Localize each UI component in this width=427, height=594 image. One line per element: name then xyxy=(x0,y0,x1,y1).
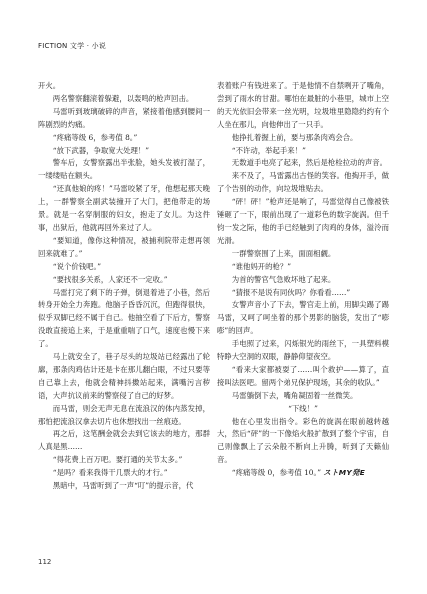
paragraph: 他挣扎着握上前，要与那条肉鸡会合。 xyxy=(231,132,358,142)
paragraph: 无数道手电亮了起来，然后是枪栓拉动的声音。 xyxy=(231,158,388,168)
paragraph: 女警声音小了下去，警官走上前，用脚尖踢了踢马雷，又呵了呵坐着的那个男影的脑袋，发出了“嘭嘭”的回声。 xyxy=(217,300,389,336)
section-header: FICTION 文学 · 小说 xyxy=(38,42,106,50)
paragraph: “猜报不是说有同伙吗？你看看……” xyxy=(231,287,351,297)
paragraph: “放下武器，争取宽大处理！” xyxy=(52,145,150,155)
paragraph: 黑暗中，马雷听到了一声“叮”的提示音，代 xyxy=(52,481,194,491)
final-paragraph xyxy=(217,467,389,480)
end-mark-logo: ストMY発E xyxy=(323,468,366,478)
paragraph: 来不及了，马雷露出古怪的笑容。他掏开手，做了个告别的动作，向垃圾堆贴去。 xyxy=(217,171,389,194)
paragraph: 表着账户有钱进来了。于是他情不自禁咧开了嘴角，尝到了雨水的甘甜。哪怕在最脏的小巷里，城市上空的天光依旧会带来一丝光明，垃圾堆里隐隐约约有个人坐在那儿，向他伸出了一只手。 xyxy=(217,81,389,129)
paragraph: “看来大家都被耍了……叫个救护——算了，直接叫法医吧。留两个弟兄保护现场，其余的收队。” xyxy=(217,364,389,387)
left-column xyxy=(38,80,210,493)
final-line-text: “疼痛等级 0，参考值 10。” xyxy=(231,468,321,478)
paragraph: 警车后，女警察露出半张脸，她头发被打湿了，一缕缕贴在额头。 xyxy=(38,158,210,181)
paragraph: “要知道，像你这种情况，被捕利院带走想再领回来就难了。” xyxy=(38,235,210,258)
paragraph: “是吗？看来我得干几票大的才行。” xyxy=(52,468,168,478)
paragraph: 开火。 xyxy=(38,81,61,90)
paragraph: “谁他妈开的枪？” xyxy=(231,261,292,271)
paragraph: “砰！砰！”枪声还是响了，马雷觉得自己像被铁锤砸了一下，眼前出现了一道彩色的数字旋涡。但千钧一发之际，他的手已经触到了肉鸡的身体，溢泠而光滑。 xyxy=(217,197,389,245)
paragraph: 马雷打完了剩下的子弹，倒退着进了小巷，然后转身开始全力奔跑。他脑子昏昏沉沉，但跑得很快，似乎双脚已经不属于自己。他抽空看了下后方，警察没敢直接追上来，于是重重喘了口气，速度也慢下来了。 xyxy=(38,287,210,349)
paragraph: “下线！” xyxy=(288,403,318,413)
paragraph: “说个价钱吧。” xyxy=(52,261,101,271)
paragraph: 为首的警官气急败坏地了起来。 xyxy=(231,274,336,284)
paragraph: 而马雷，则会无声无息在流浪汉的体内蒸发掉，那怕把流浪汉拿去切片也休想找出一丝痕迹。 xyxy=(38,403,210,426)
paragraph: “不许动，举起手来！” xyxy=(231,145,306,155)
paragraph: 手电照了过来，闪烁银光的雨丝下，一具塑料模特睁大空洞的双眼，静静仰望夜空。 xyxy=(217,339,389,362)
paragraph: 再之后，这笔酬金就会去到它该去的地方，那群人真是黑…… xyxy=(38,429,210,452)
paragraph: “得花费上百万吧。要打通的关节太多。” xyxy=(52,455,183,465)
paragraph: “疼痛等级 6，参考值 8。” xyxy=(52,132,138,142)
paragraph: 马雷听到玻璃破碎的声音，紧接着他感到腰间一阵剧烈的灼痛。 xyxy=(38,106,210,129)
paragraph: 马上就安全了，巷子尽头的垃圾站已经露出了轮廓，那条肉鸡估计还是卡在那儿翻白眼，不过只要等自己靠上去，他就会精神抖擞站起来，满嘴污言秽语，大声抗议前来的警察侵了自己的好梦。 xyxy=(38,352,210,400)
paragraph: 马雷躺倒下去，嘴角凝固着一丝微笑。 xyxy=(231,390,358,400)
paragraph: “还真他娘的疼！”马雷咬紧了牙，他想起那天晚上，一群警察全副武装撞开了大门，把他带走的场景。就是一名穿制服的妇女，抱走了女儿。为这件事，出狱后，他就再回外来过了人。 xyxy=(38,184,210,232)
paragraph: 一群警察围了上来，面面相觑。 xyxy=(231,248,336,258)
paragraph: “要找很多关系，人家还不一定收。” xyxy=(52,274,168,284)
paragraph: 他在心里发出指令。彩色的旋涡在眼前越转越大，然后“砰”的一下像焰火般扩散到了整个宇宙，自己则像飘上了云朵般不断向上升腾，听到了天籁仙音。 xyxy=(217,416,389,465)
right-column xyxy=(217,80,389,480)
page-number: 112 xyxy=(38,558,52,566)
paragraph: 两名警察翻滚着躲避，以轰鸣的枪声回击。 xyxy=(52,93,194,103)
